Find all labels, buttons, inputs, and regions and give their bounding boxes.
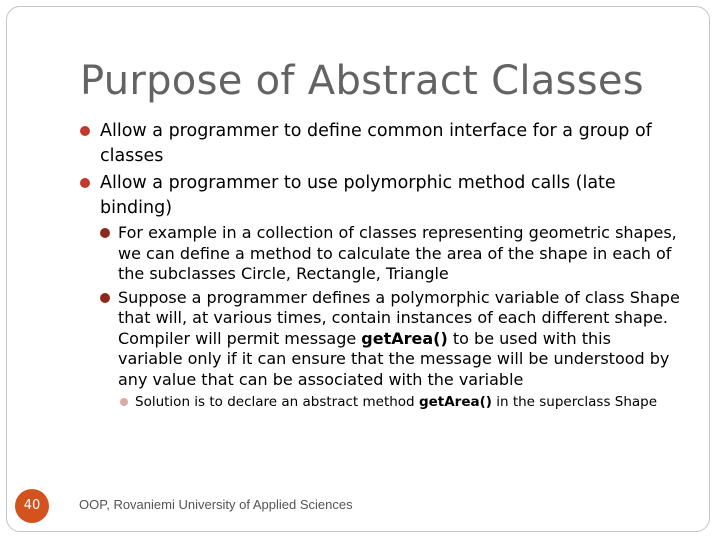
code-getarea: getArea() <box>361 328 448 348</box>
page-number-badge: 40 <box>15 489 49 523</box>
sub-bullet-item <box>80 223 680 285</box>
sub-sub-text-part1: Solution is to declare an abstract method <box>135 394 415 410</box>
sub-bullet-text: For example in a collection of classes representing geometric shapes, we can define a method to calculate the area of the shape in each of the subclasses Circle, Rectangle, Triangle <box>118 223 677 283</box>
sub-bullet-text-part2: to be used with this variable only if it can ensure that the message will be understood by any value that can be associated with the variable <box>118 328 670 389</box>
bullet-dot-icon <box>100 293 110 303</box>
sub-bullet-text-part1: Suppose a programmer defines a polymorphic variable of class Shape that will, at various times, contain instances of each different shape. Compiler will permit message <box>118 287 680 348</box>
sub-sub-bullet-item <box>80 393 680 413</box>
bullet-dot-icon <box>80 178 90 188</box>
sub-sub-text-part2: in the superclass Shape <box>496 394 658 410</box>
bullet-item <box>80 171 680 220</box>
sub-sub-bullet-text <box>135 393 680 413</box>
code-getarea: getArea() <box>418 394 492 410</box>
slide-content <box>80 119 680 413</box>
slide-title: Purpose of Abstract Classes <box>80 58 644 104</box>
bullet-text: Allow a programmer to define common interface for a group of classes <box>100 121 652 166</box>
bullet-text: Allow a programmer to use polymorphic method calls (late binding) <box>100 173 616 218</box>
bullet-item <box>80 119 680 168</box>
sub-bullet-text <box>118 288 680 391</box>
bullet-dot-icon <box>100 228 110 238</box>
bullet-dot-icon <box>120 398 128 406</box>
bullet-dot-icon <box>80 126 90 136</box>
sub-bullet-item <box>80 288 680 391</box>
slide-footer: OOP, Rovaniemi University of Applied Sciences <box>79 497 353 512</box>
